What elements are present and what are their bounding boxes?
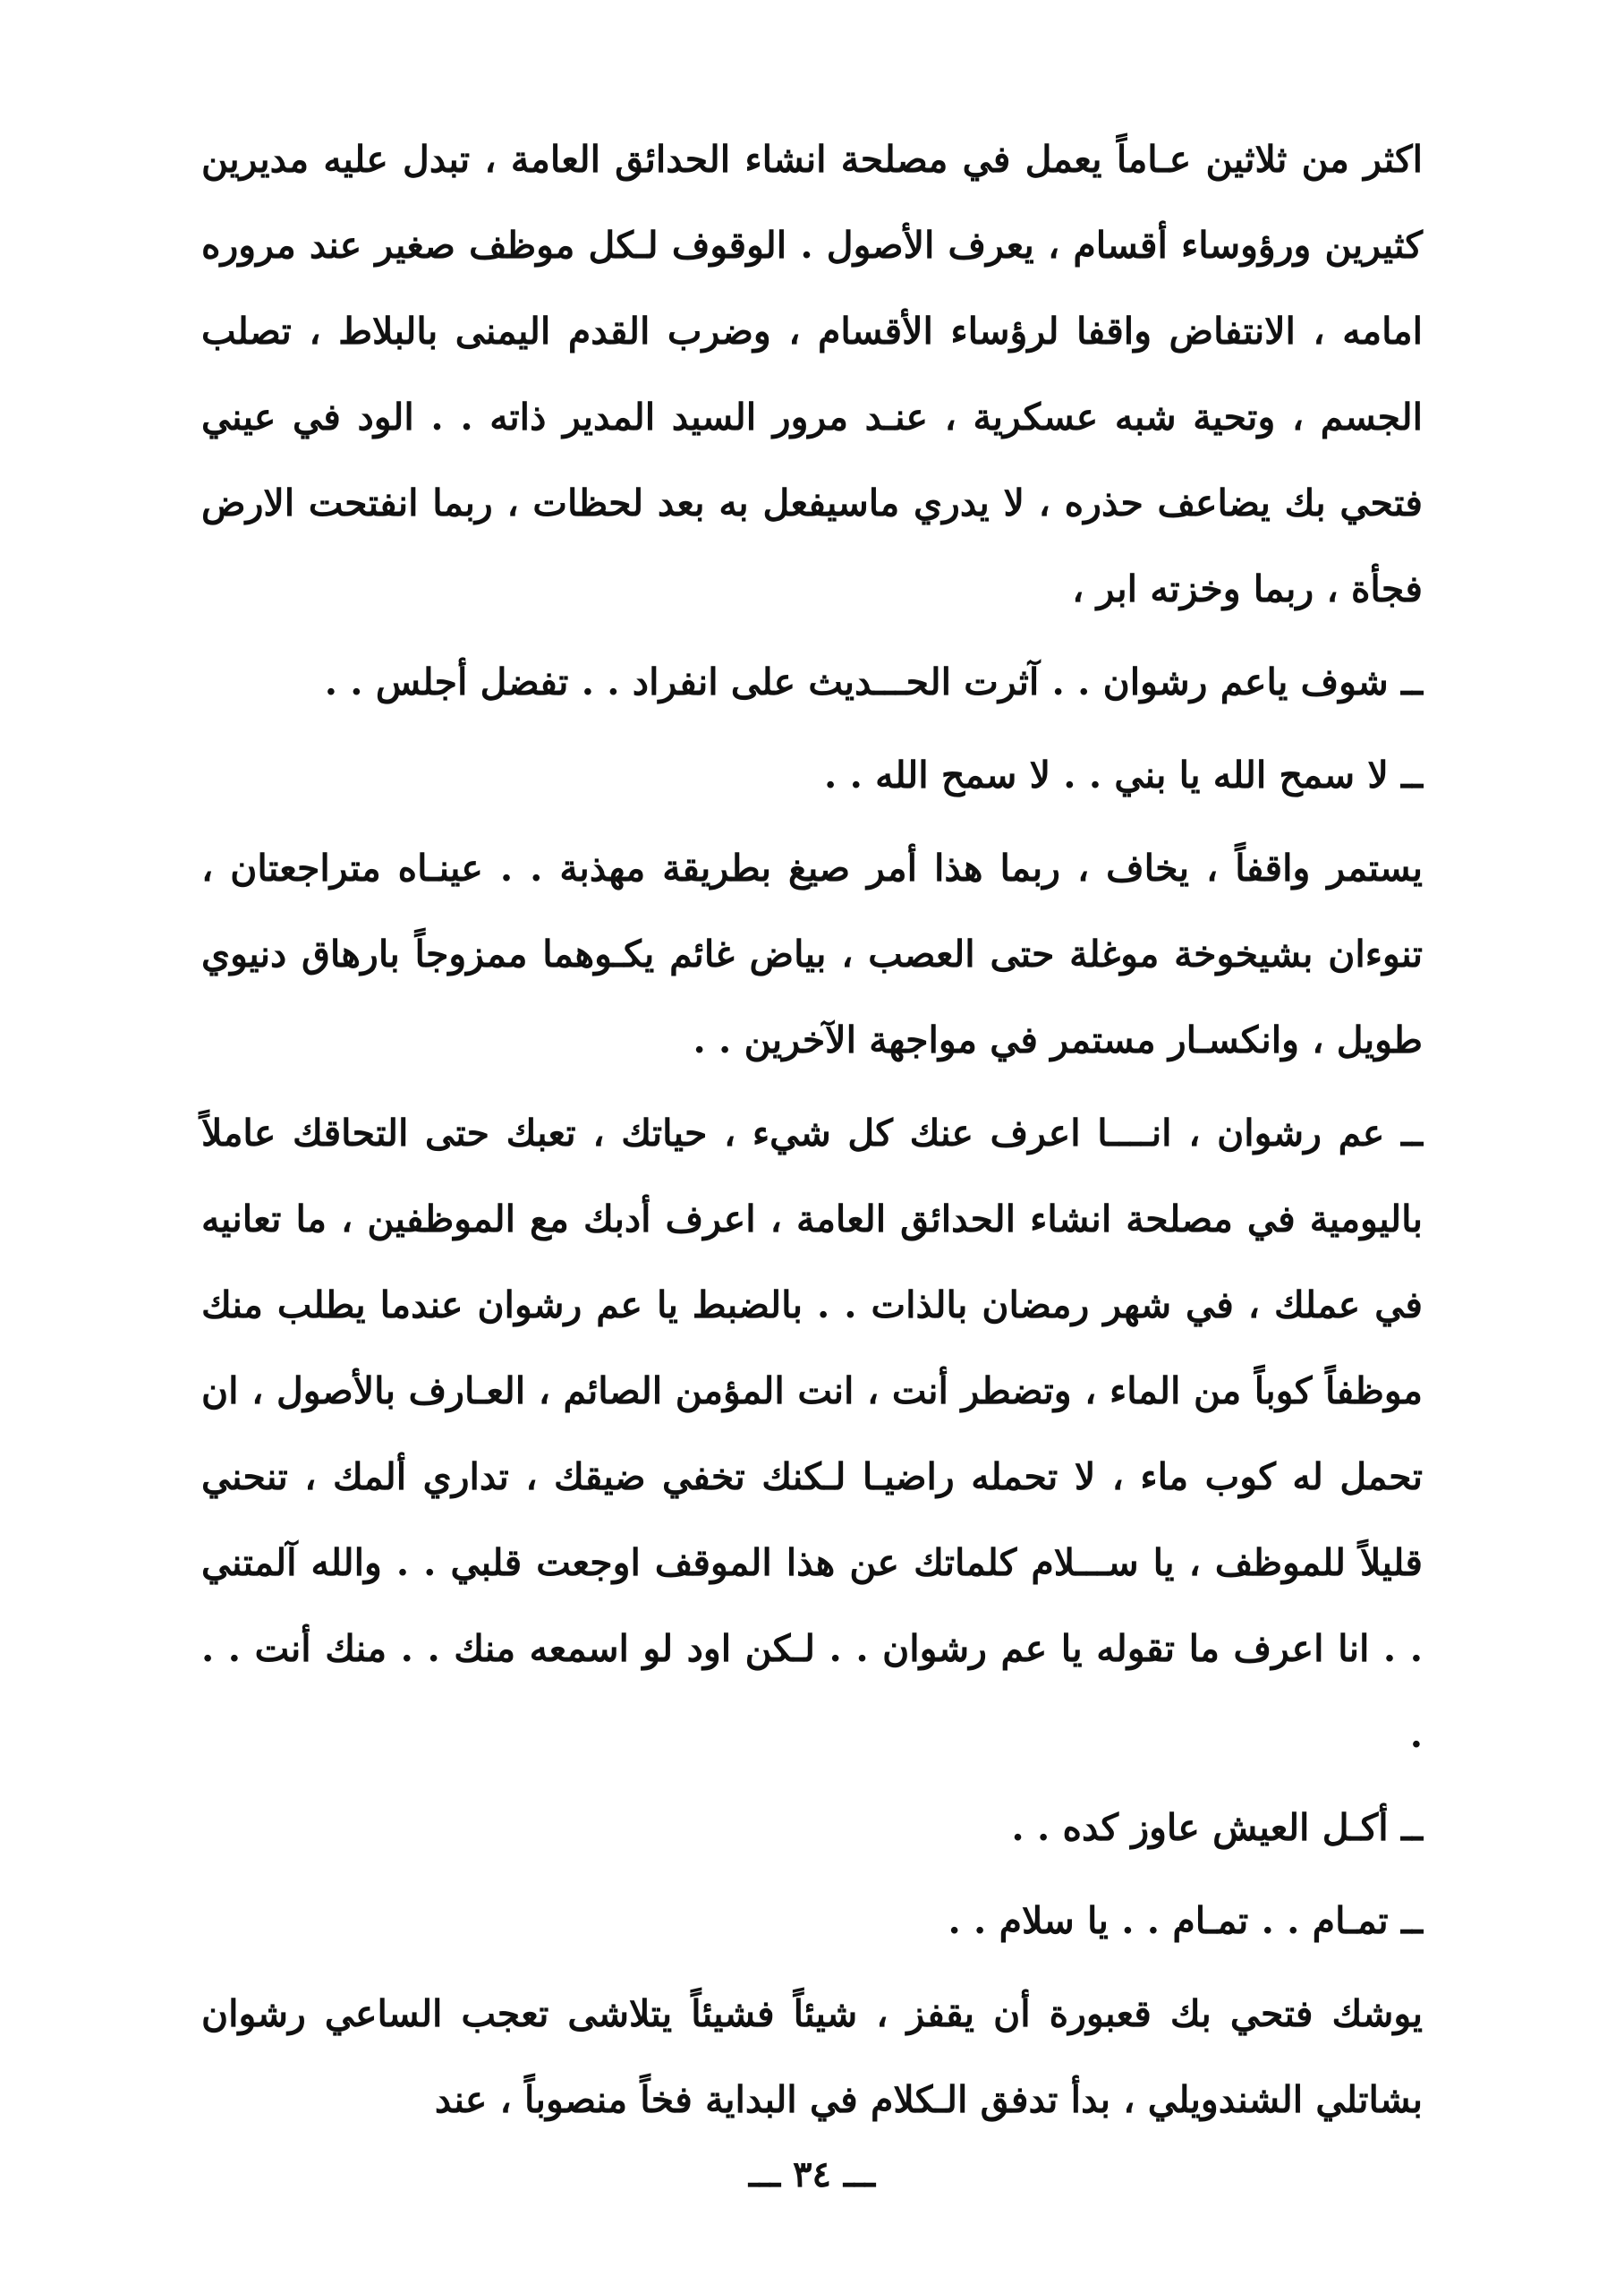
paragraph-dialogue-5: ــ تمـام . . تمـام . . يا سلام . .	[948, 1899, 1423, 1942]
body-text	[201, 116, 1423, 2143]
paragraph-narration-3: يوشك فتحي بك قعبورة أن يقفز ، شيئاً فشيئاً يتلاشى تعجب الساعي رشوان بشاتلي الشندويلي ، بدأ تدفق الـكلام في البداية فخاً منصوباً ، عند	[201, 1992, 1423, 2121]
paragraph-narration-1: اكثر من ثلاثين عـاماً يعمل في مصلحة انشاء الحدائق العامة ، تبدل عليه مديرين كثيرين ورؤوساء أقسام ، يعرف الأصول . الوقوف لـكل موظف صغير عند مروره امامه ، الانتفاض واقفا لرؤساء الأقسام ، وضرب القدم اليمنى بالبلاط ، تصلب الجسم ، وتحية شبه عسكرية ، عنـد مرور السيد المدير ذاته . . الود في عيني فتحي بك يضاعف حذره ، لا يدري ماسيفعل به بعد لحظات ، ربما انفتحت الارض فجأة ، ربما وخزته ابر ،	[201, 138, 1423, 610]
paragraph-narration-2: يستمر واقفاً ، يخاف ، ربما هذا أمر صيغ بطريقة مهذبة . . عينـاه متراجعتان ، تنوءان بشيخوخة موغلة حتى العصب ، بياض غائم يكـوهما ممزوجاً بارهاق دنيوي طويل ، وانكسـار مستمر في مواجهة الآخرين . .	[201, 847, 1423, 1061]
paragraph-dialogue-4: ــ أكـل العيش عاوز كده . .	[1011, 1806, 1423, 1849]
paragraph-dialogue-1: ــ شوف ياعم رشوان . . آثرت الحـــديث على انفراد . . تفضل أجلس . .	[324, 660, 1423, 703]
paragraph-dialogue-3: ــ عم رشوان ، انــــا اعرف عنك كل شيء ، حياتك ، تعبك حتى التحاقك عاملاً باليومية في مصلحة انشاء الحدائق العامة ، اعرف أدبك مع الموظفين ، ما تعانيه في عملك ، في شهر رمضان بالذات . . بالضبط يا عم رشوان عندما يطلب منك موظفاً كوباً من الماء ، وتضطر أنت ، انت المؤمن الصائم ، العـارف بالأصول ، ان تحمل له كوب ماء ، لا تحمله راضيـا لـكنك تخفي ضيقك ، تداري ألمك ، تنحني قليلاً للموظف ، يا ســـلام كلماتك عن هذا الموقف اوجعت قلبي . . والله آلمتني . . انا اعرف ما تقوله يا عم رشوان . . لـكن اود لو اسمعه منك . . منك أنت . . .	[201, 1112, 1423, 1756]
page-number: ـــ ٣٤ ـــ	[748, 2153, 876, 2195]
paragraph-dialogue-2: ــ لا سمح الله يا بني . . لا سمح الله . .	[824, 754, 1423, 797]
